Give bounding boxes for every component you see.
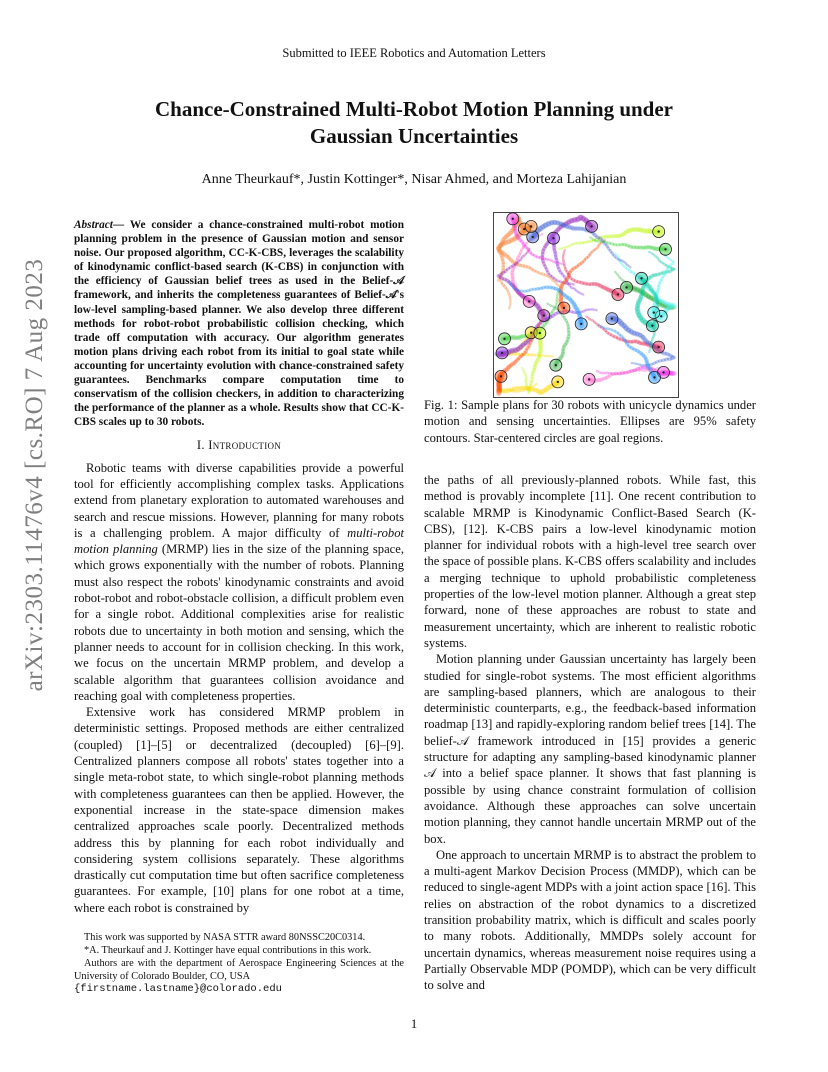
mrmp-term: multi-robot motion planning	[74, 525, 404, 557]
title-line-2: Gaussian Uncertainties	[309, 124, 519, 148]
figure-caption: Fig. 1: Sample plans for 30 robots with unicycle dynamics under motion and sensing uncertainties. Ellipses are 95% safety contours. Star-centered circles are goal regions.	[424, 398, 756, 445]
footnote-affiliation: Authors are with the department of Aerospace Engineering Sciences at the University of Colorado Boulder, CO, USA	[74, 958, 404, 982]
abstract-text: — We consider a chance-constrained multi-robot motion planning problem in the presence of Gaussian motion and sensor noise. Our proposed algorithm, CC-K-CBS, leverages the scalability of kinodynamic conflict-based search (K-CBS) in conjunction with the efficiency of Gaussian belief trees as used in the Belief-𝒜 framework, and inherits the completeness guarantees of Belief-𝒜's low-level sampling-based planner. We also develop three different methods for robot-robot probabilistic collision checking, which trade off computation with accuracy. Our algorithm generates motion plans driving each robot from its initial to goal state while accounting for uncertainty evolution with chance-constrained safety guarantees. Benchmarks compare computation time to conservatism of the collision checkers, in addition to characterizing the performance of the planner as a whole. Results show that CC-K-CBS scales up to 30 robots.	[74, 219, 404, 429]
paper-title	[90, 96, 738, 150]
right-paragraph-3: One approach to uncertain MRMP is to abstract the problem to a multi-agent Markov Decision Process (MMDP), which can be reduced to single-agent MDPs with a joint action space [16]. This relies on abstraction of the robot dynamics to a discretized transition probability matrix, which is difficult and scales poorly to many robots. Additionally, MMDPs solely account for uncertain dynamics, whereas measurement noise requires using a Partially Observable MDP (POMDP), which can be very difficult to solve and	[424, 847, 756, 993]
arxiv-stamp-text: arXiv:2303.11476v4 [cs.RO] 7 Aug 2023	[21, 258, 48, 692]
right-paragraph-2: Motion planning under Gaussian uncertainty has largely been studied for single-robot systems. The most efficient algorithms are sampling-based planners, which are analogous to their deterministic counterparts, e.g., the feedback-based information roadmap [13] and rapidly-exploring random belief trees [14]. The belief-𝒜 framework introduced in [15] provides a generic structure for adapting any sampling-based kinodynamic planner 𝒜 into a belief space planner. It shows that fast planning is possible by using chance constraint formulation of collision avoidance. Although these approaches can solve uncertain motion planning, they cannot handle uncertain MRMP out of the box.	[424, 652, 756, 846]
robot-plans-figure	[493, 212, 679, 398]
author-list: Anne Theurkauf*, Justin Kottinger*, Nisar Ahmed, and Morteza Lahijanian	[201, 172, 627, 187]
goal-center-star	[552, 237, 554, 239]
goal-center-star	[640, 277, 642, 279]
goal-center-star	[662, 371, 664, 373]
footnote-equal-contribution: *A. Theurkauf and J. Kottinger have equal contributions in this work.	[84, 945, 372, 956]
goal-center-star	[658, 230, 660, 232]
page-number: 1	[410, 1017, 418, 1031]
goal-center-star	[557, 381, 559, 383]
goal-center-star	[660, 315, 662, 317]
abstract	[74, 218, 404, 429]
goal-center-star	[653, 376, 655, 378]
right-paragraph-1: the paths of all previously-planned robots. While fast, this method is provably incomplete [11]. One recent contribution to scalable MRMP is Kinodynamic Conflict-Based Search (K-CBS), [12]. K-CBS pairs a low-level kinodynamic motion planner for individual robots with a high-level tree search over the space of possible plans. K-CBS offers scalability and includes a merging technique to uphold probabilistic completeness properties of the low-level motion planner. Although a great step forward, none of these approaches are robust to state and measurement uncertainty, which are inherent to realistic robotic systems.	[424, 473, 756, 650]
goal-center-star	[664, 248, 666, 250]
goal-center-star	[617, 293, 619, 295]
goal-center-star	[657, 346, 659, 348]
goal-center-star	[590, 225, 592, 227]
goal-center-star	[653, 311, 655, 313]
goal-center-star	[543, 314, 545, 316]
left-column	[74, 218, 404, 916]
goal-center-star	[588, 378, 590, 380]
intro-paragraph-1: Robotic teams with diverse capabilities provide a powerful tool for efficiently accomplishing complex tasks. Applications extend from planetary exploration to automated warehouses and search and rescue missions. However, planning for many robots is a challenging problem. A major difficulty of multi-robot motion planning (MRMP) lies in the size of the planning space, which grows exponentially with the number of robots. Planning must also respect the robots' kinodynamic constraints and avoid robot-robot and robot-obstacle collision, a difficult problem even for a single robot. Additional complexities arise for realistic robots due to uncertainty in both motion and sensing, which the planner needs to account for in collision checking. In this work, we focus on the uncertain MRMP problem, and develop a scalable algorithm that guarantees collision avoidance and reaching goal with completeness properties.	[74, 460, 404, 703]
goal-center-star	[530, 225, 532, 227]
goal-center-star	[539, 332, 541, 334]
footnote-funding: This work was supported by NASA STTR award 80NSSC20C0314.	[84, 932, 366, 943]
goal-center-star	[532, 236, 534, 238]
goal-center-star	[611, 317, 613, 319]
footnote-email: {firstname.lastname}@colorado.edu	[74, 983, 282, 995]
goal-center-star	[503, 338, 505, 340]
goal-center-star	[580, 323, 582, 325]
goal-center-star	[555, 364, 557, 366]
right-column	[424, 472, 756, 994]
arxiv-stamp	[20, 258, 50, 692]
title-line-1: Chance-Constrained Multi-Robot Motion Planning under	[154, 97, 674, 121]
goal-center-star	[500, 375, 502, 377]
running-header: Submitted to IEEE Robotics and Automation Letters	[282, 46, 546, 60]
footnotes	[74, 931, 404, 996]
goal-center-star	[563, 307, 565, 309]
goal-center-star	[651, 325, 653, 327]
section-heading: I. Introduction	[196, 438, 282, 453]
goal-center-star	[530, 332, 532, 334]
goal-center-star	[512, 218, 514, 220]
intro-paragraph-2: Extensive work has considered MRMP problem in deterministic settings. Proposed methods are either centralized (coupled) [1]–[5] or decentralized (decoupled) [6]–[9]. Centralized planners compose all robots' states together into a single meta-robot state, to which single-robot planning methods with completeness guarantees can then be applied. However, the exponential increase in the state-space dimension makes centralized approaches scale poorly. Decentralized methods address this by planning for each robot individually and considering system collisions separately. These algorithms drastically cut computation time but often sacrifice completeness guarantees. For example, [10] plans for one robot at a time, where each robot is constrained by	[74, 705, 404, 915]
goal-center-star	[501, 352, 503, 354]
abstract-label: Abstract	[74, 219, 113, 231]
goal-center-star	[625, 286, 627, 288]
goal-center-star	[528, 300, 530, 302]
